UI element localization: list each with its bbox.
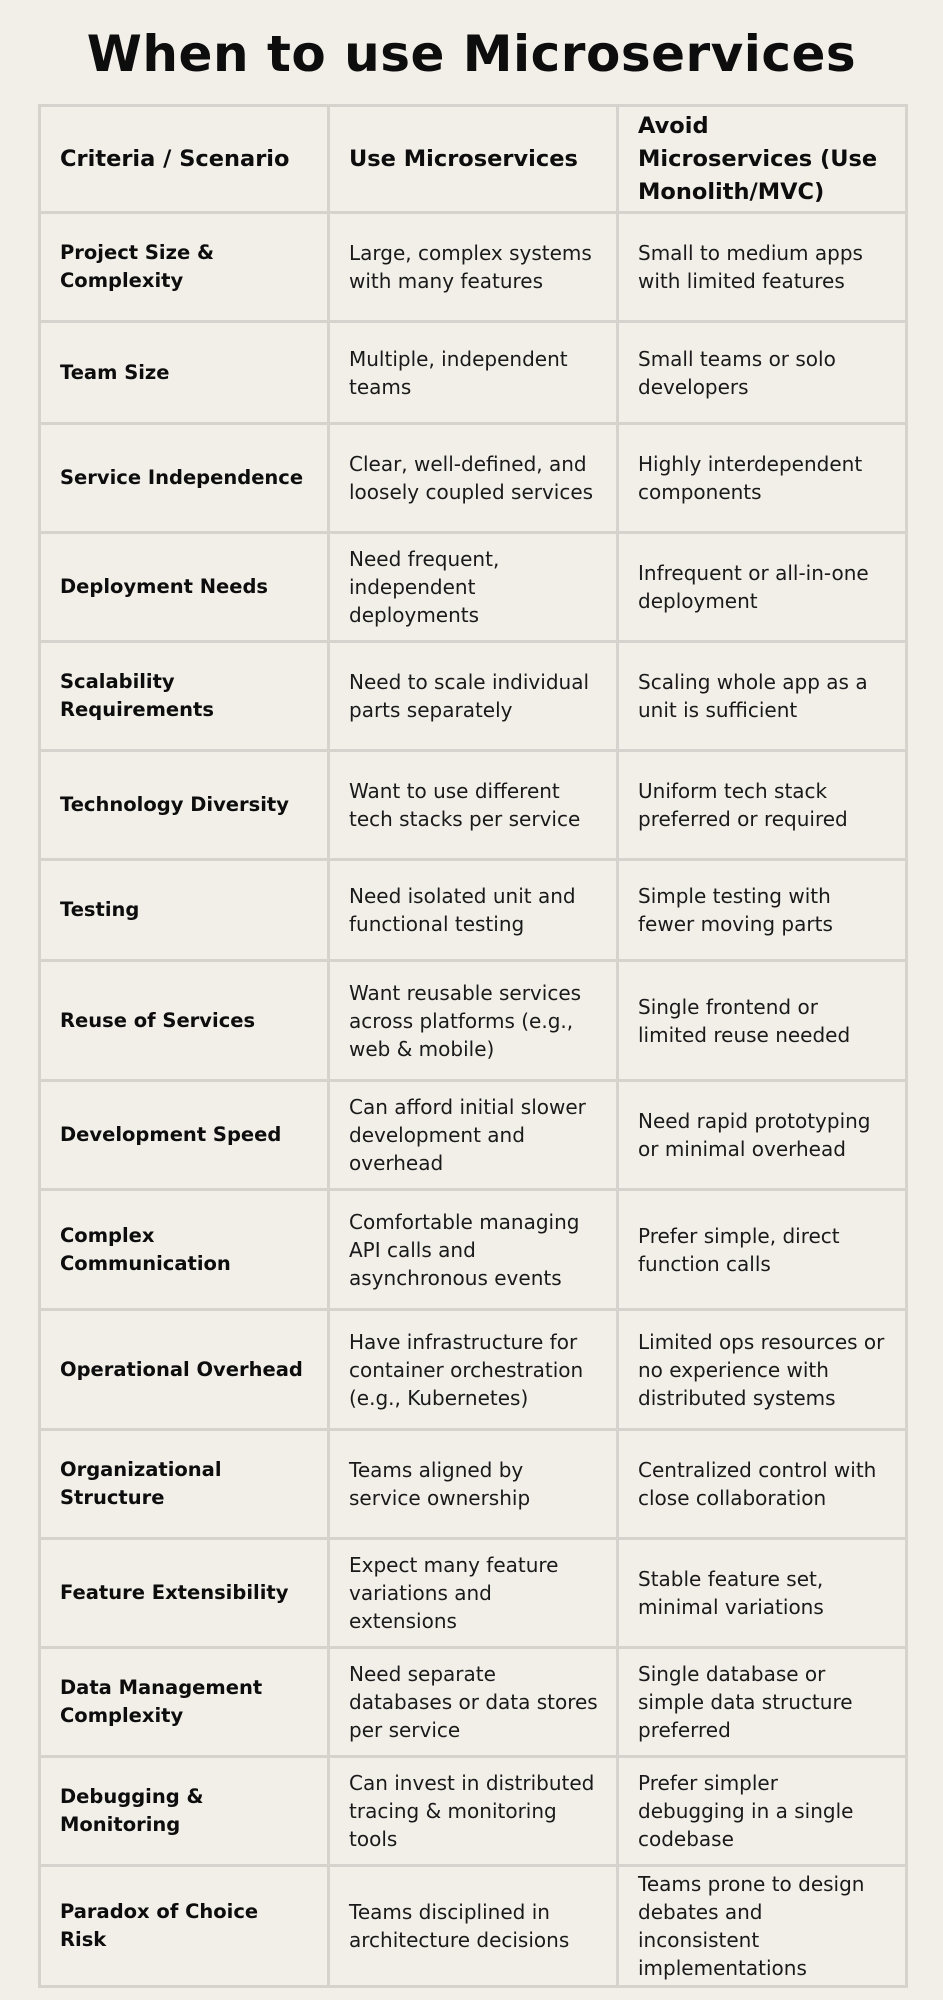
use-cell: Need separate databases or data stores per service bbox=[329, 1648, 618, 1757]
table-header-row bbox=[40, 106, 907, 213]
avoid-cell: Uniform tech stack preferred or required bbox=[618, 751, 907, 860]
page-title: When to use Microservices bbox=[86, 25, 857, 83]
table-row bbox=[40, 1190, 907, 1310]
header-avoid-microservices: Avoid Microservices (Use Monolith/MVC) bbox=[618, 106, 907, 213]
avoid-cell: Simple testing with fewer moving parts bbox=[618, 860, 907, 961]
avoid-cell: Prefer simple, direct function calls bbox=[618, 1190, 907, 1310]
table-row bbox=[40, 213, 907, 322]
use-cell: Multiple, independent teams bbox=[329, 322, 618, 424]
criteria-cell: Data Management Complexity bbox=[40, 1648, 329, 1757]
avoid-cell: Highly interdependent components bbox=[618, 424, 907, 533]
criteria-cell: Organizational Structure bbox=[40, 1430, 329, 1539]
criteria-cell: Complex Communication bbox=[40, 1190, 329, 1310]
use-cell: Have infrastructure for container orchestration (e.g., Kubernetes) bbox=[329, 1310, 618, 1430]
avoid-cell: Need rapid prototyping or minimal overhead bbox=[618, 1081, 907, 1190]
avoid-cell: Small teams or solo developers bbox=[618, 322, 907, 424]
header-criteria: Criteria / Scenario bbox=[40, 106, 329, 213]
table-row bbox=[40, 1757, 907, 1866]
avoid-cell: Small to medium apps with limited features bbox=[618, 213, 907, 322]
criteria-cell: Technology Diversity bbox=[40, 751, 329, 860]
use-cell: Expect many feature variations and extensions bbox=[329, 1539, 618, 1648]
criteria-cell: Project Size & Complexity bbox=[40, 213, 329, 322]
table-row bbox=[40, 751, 907, 860]
use-cell: Want reusable services across platforms (e.g., web & mobile) bbox=[329, 961, 618, 1081]
comparison-table bbox=[38, 104, 908, 1988]
avoid-cell: Scaling whole app as a unit is sufficient bbox=[618, 642, 907, 751]
use-cell: Comfortable managing API calls and asynchronous events bbox=[329, 1190, 618, 1310]
avoid-cell: Limited ops resources or no experience with distributed systems bbox=[618, 1310, 907, 1430]
use-cell: Need to scale individual parts separately bbox=[329, 642, 618, 751]
use-cell: Can afford initial slower development and overhead bbox=[329, 1081, 618, 1190]
table-row bbox=[40, 322, 907, 424]
criteria-cell: Team Size bbox=[40, 322, 329, 424]
avoid-cell: Single frontend or limited reuse needed bbox=[618, 961, 907, 1081]
use-cell: Teams aligned by service ownership bbox=[329, 1430, 618, 1539]
use-cell: Large, complex systems with many features bbox=[329, 213, 618, 322]
criteria-cell: Paradox of Choice Risk bbox=[40, 1866, 329, 1987]
criteria-cell: Deployment Needs bbox=[40, 533, 329, 642]
use-cell: Want to use different tech stacks per service bbox=[329, 751, 618, 860]
avoid-cell: Single database or simple data structure preferred bbox=[618, 1648, 907, 1757]
table-row bbox=[40, 1081, 907, 1190]
table-row bbox=[40, 642, 907, 751]
avoid-cell: Stable feature set, minimal variations bbox=[618, 1539, 907, 1648]
avoid-cell: Centralized control with close collaboration bbox=[618, 1430, 907, 1539]
use-cell: Clear, well-defined, and loosely coupled services bbox=[329, 424, 618, 533]
avoid-cell: Teams prone to design debates and inconsistent implementations bbox=[618, 1866, 907, 1987]
table-row bbox=[40, 860, 907, 961]
avoid-cell: Infrequent or all-in-one deployment bbox=[618, 533, 907, 642]
table-row bbox=[40, 1310, 907, 1430]
avoid-cell: Prefer simpler debugging in a single codebase bbox=[618, 1757, 907, 1866]
use-cell: Need frequent, independent deployments bbox=[329, 533, 618, 642]
table-row bbox=[40, 1648, 907, 1757]
table-row bbox=[40, 424, 907, 533]
criteria-cell: Scalability Requirements bbox=[40, 642, 329, 751]
criteria-cell: Testing bbox=[40, 860, 329, 961]
table-row bbox=[40, 1866, 907, 1987]
header-use-microservices: Use Microservices bbox=[329, 106, 618, 213]
use-cell: Teams disciplined in architecture decisions bbox=[329, 1866, 618, 1987]
criteria-cell: Development Speed bbox=[40, 1081, 329, 1190]
criteria-cell: Debugging & Monitoring bbox=[40, 1757, 329, 1866]
criteria-cell: Reuse of Services bbox=[40, 961, 329, 1081]
criteria-cell: Service Independence bbox=[40, 424, 329, 533]
use-cell: Can invest in distributed tracing & monitoring tools bbox=[329, 1757, 618, 1866]
use-cell: Need isolated unit and functional testing bbox=[329, 860, 618, 961]
table-row bbox=[40, 1430, 907, 1539]
criteria-cell: Feature Extensibility bbox=[40, 1539, 329, 1648]
table-row bbox=[40, 961, 907, 1081]
table-row bbox=[40, 1539, 907, 1648]
table-row bbox=[40, 533, 907, 642]
criteria-cell: Operational Overhead bbox=[40, 1310, 329, 1430]
